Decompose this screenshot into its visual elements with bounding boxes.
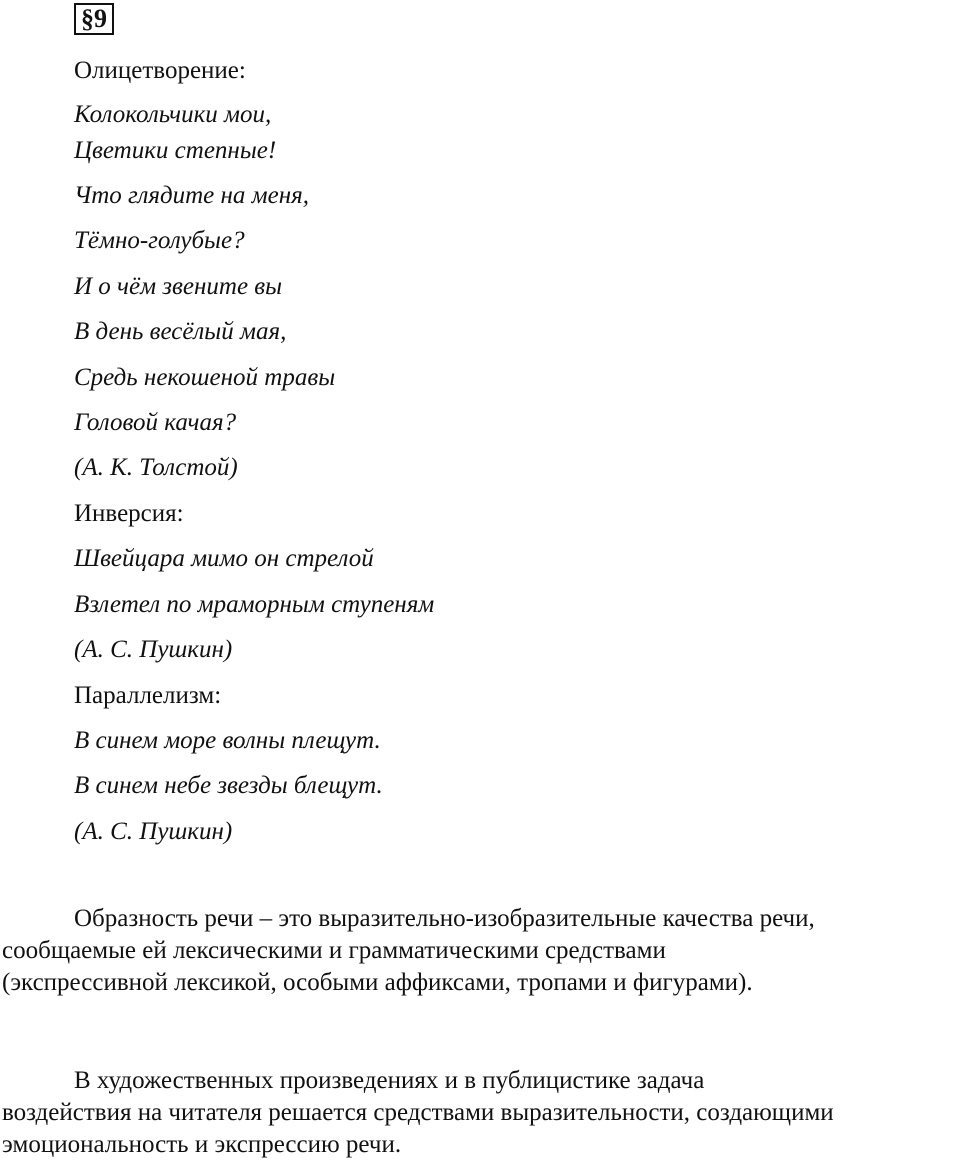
paragraph-line: сообщаемые ей лексическими и грамматическими средствами bbox=[2, 937, 666, 964]
paragraph-line: эмоциональность и экспрессию речи. bbox=[2, 1131, 402, 1158]
paragraph-expressiveness bbox=[2, 1065, 958, 1161]
poem-line: Тёмно-голубые? bbox=[74, 227, 245, 254]
section-number-box: §9 bbox=[74, 3, 114, 35]
poem-line: И о чём звените вы bbox=[74, 273, 283, 300]
poem-line: В день весёлый мая, bbox=[74, 318, 287, 345]
paragraph-line: Образность речи – это выразительно-изобразительные качества речи, bbox=[74, 905, 815, 932]
label-parallelism: Параллелизм: bbox=[74, 682, 222, 709]
paragraph-line: (экспрессивной лексикой, особыми аффиксами, тропами и фигурами). bbox=[2, 969, 753, 996]
poem-line: Что глядите на меня, bbox=[74, 182, 309, 209]
author-attribution: (А. С. Пушкин) bbox=[74, 818, 233, 845]
author-attribution: (А. К. Толстой) bbox=[74, 454, 238, 481]
label-inversion: Инверсия: bbox=[74, 500, 184, 527]
paragraph-line: В художественных произведениях и в публицистике задача bbox=[74, 1067, 705, 1094]
poem-line: Взлетел по мраморным ступеням bbox=[74, 591, 435, 618]
poem-line: Средь некошеной травы bbox=[74, 364, 336, 391]
paragraph-imagery-definition bbox=[2, 903, 958, 999]
poem-line: В синем море волны плещут. bbox=[74, 727, 381, 754]
poem-line: В синем небе звезды блещут. bbox=[74, 772, 383, 799]
poem-line: Колокольчики мои, bbox=[74, 101, 272, 128]
label-personification: Олицетворение: bbox=[74, 57, 246, 84]
author-attribution: (А. С. Пушкин) bbox=[74, 636, 233, 663]
poem-line: Головой качая? bbox=[74, 409, 237, 436]
poem-line: Цветики степные! bbox=[74, 137, 277, 164]
poem-line: Швейцара мимо он стрелой bbox=[74, 545, 374, 572]
paragraph-line: воздействия на читателя решается средствами выразительности, создающими bbox=[2, 1099, 834, 1126]
